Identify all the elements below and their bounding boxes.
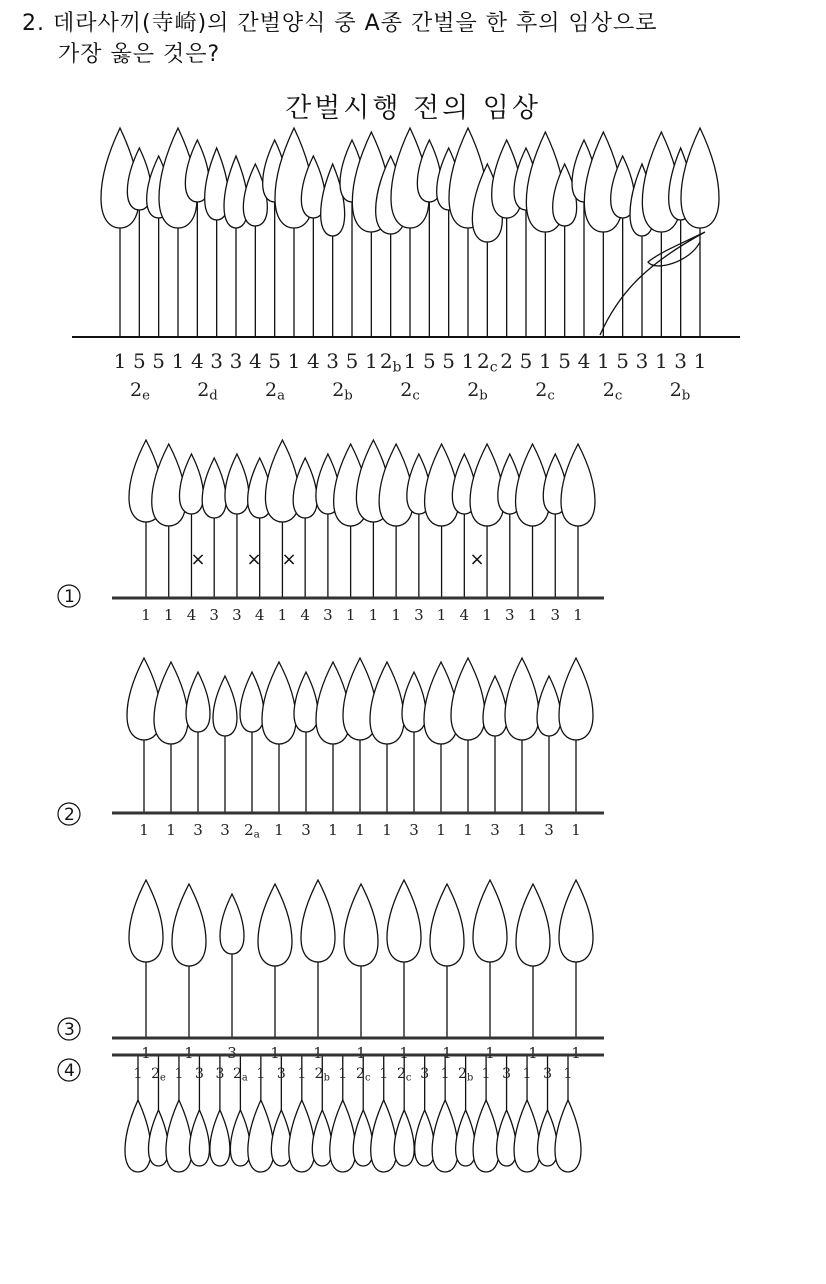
option-2-tree	[294, 672, 318, 813]
option-1-tree	[248, 458, 272, 598]
before-secondary-grade-label: 2b	[332, 379, 353, 404]
option-1-grade-label: 3	[232, 606, 242, 624]
option-3-tree	[258, 884, 292, 1038]
before-grade-label: 5	[132, 349, 146, 373]
before-grade-label: 5	[422, 349, 436, 373]
before-secondary-grade-label: 2c	[602, 379, 623, 404]
option-4-grade-label: 1	[522, 1066, 532, 1082]
option-1-grade-label: 3	[209, 606, 219, 624]
svg-text:4: 4	[64, 1061, 75, 1081]
option-2-grade-label: 3	[220, 821, 230, 839]
option-1-tree	[407, 454, 431, 598]
before-secondary-grade-label: 2b	[467, 379, 488, 404]
option-4-grade-label: 1	[297, 1066, 307, 1082]
before-secondary-grade-label: 2b	[669, 379, 691, 404]
before-tree	[243, 164, 267, 337]
option-1-grade-label: 4	[186, 606, 197, 624]
before-tree	[159, 128, 197, 337]
before-secondary-grade-label: 2c	[400, 379, 420, 404]
choice-marker-2[interactable]	[56, 801, 82, 827]
before-tree	[391, 128, 429, 337]
option-2-grade-label: 1	[274, 821, 284, 839]
option-2-grade-label: 1	[166, 821, 176, 839]
before-grade-label: 1	[113, 349, 127, 373]
option-4-grade-label: 2b	[314, 1066, 330, 1084]
option-2-grade-label: 1	[355, 821, 365, 839]
option-3-tree	[220, 894, 244, 1038]
before-grade-label: 1	[171, 349, 185, 373]
option-1-grade-label: 1	[527, 606, 538, 624]
option-2-tree	[262, 662, 296, 813]
option-2-tree	[483, 676, 507, 813]
option-2-grade-label: 3	[409, 821, 419, 839]
option-1-grade-label: 4	[254, 606, 265, 624]
option-1-grade-label: 4	[459, 606, 470, 624]
option-1-grade-label: 1	[436, 606, 447, 624]
before-tree	[449, 128, 487, 337]
option-4-tree	[497, 1055, 517, 1166]
before-grade-label: 5	[616, 349, 630, 373]
option-1-tree	[356, 440, 390, 598]
option-3-grade-label: 3	[227, 1044, 237, 1062]
option-1-grade-label: 1	[163, 606, 174, 624]
before-tree	[669, 148, 693, 337]
before-grade-label: 1	[287, 349, 301, 373]
before-grade-label: 5	[558, 349, 572, 373]
option-2-tree	[240, 672, 264, 813]
option-2-grade-label: 1	[517, 821, 527, 839]
option-4-tree	[230, 1055, 250, 1166]
option-4-grade-label: 3	[543, 1066, 552, 1082]
option-3-grade-label: 1	[442, 1044, 452, 1062]
option-4-tree	[210, 1055, 230, 1166]
before-grade-label: 1	[403, 349, 417, 373]
before-tree	[352, 132, 390, 337]
option-1-tree	[561, 444, 595, 598]
option-1-tree	[516, 444, 550, 598]
option-1-tree	[293, 458, 317, 598]
option-2-tree	[559, 658, 593, 813]
option-1-grade-label: 1	[345, 606, 356, 624]
before-tree	[572, 140, 596, 337]
option-4-grade-label: 1	[379, 1066, 389, 1082]
before-grade-label: 3	[635, 349, 649, 373]
before-grade-label: 2	[500, 349, 514, 373]
option-4-tree	[555, 1055, 581, 1172]
before-tree	[584, 132, 622, 337]
option-4-tree	[189, 1055, 209, 1166]
before-tree	[147, 156, 171, 337]
before-grade-label: 5	[519, 349, 533, 373]
option-4-grade-label: 1	[133, 1066, 143, 1082]
option-2-grade-label: 1	[436, 821, 446, 839]
cut-mark: ×	[190, 549, 206, 570]
before-secondary-grade-label: 2c	[535, 379, 555, 404]
climbing-vine	[600, 232, 705, 335]
before-tree	[526, 132, 564, 337]
option-2-tree	[370, 662, 404, 813]
option-3-tree	[516, 884, 550, 1038]
option-3-tree	[172, 884, 206, 1038]
option-2-tree	[343, 658, 377, 813]
option-4-grade-label: 2b	[458, 1066, 474, 1084]
before-tree	[185, 140, 209, 337]
option-1-tree	[498, 454, 522, 598]
option-2-tree	[451, 658, 485, 813]
cut-mark: ×	[281, 549, 297, 570]
option-2-tree	[537, 676, 561, 813]
option-1-grade-label: 1	[573, 606, 583, 624]
before-grade-label: 5	[268, 349, 282, 373]
option-3-tree	[387, 880, 421, 1038]
option-3-tree	[129, 880, 163, 1038]
option-4-grade-label: 2c	[356, 1066, 371, 1084]
option-4-grade-label: 2a	[232, 1066, 248, 1084]
option-3-tree	[344, 884, 378, 1038]
option-2-grade-label: 3	[193, 821, 203, 839]
before-tree	[321, 164, 345, 337]
before-tree	[376, 156, 406, 337]
option-1-tree	[202, 458, 226, 598]
before-tree	[437, 148, 461, 337]
option-4-tree	[289, 1055, 315, 1172]
before-grade-label: 4	[190, 349, 204, 373]
option-2-tree	[127, 658, 161, 813]
before-grade-label: 2b	[379, 349, 402, 376]
option-4-grade-label: 2c	[396, 1066, 412, 1084]
before-grade-label: 3	[229, 349, 243, 373]
option-4-grade-label: 3	[420, 1066, 430, 1082]
option-2-grade-label: 2a	[244, 821, 260, 841]
option-4-tree	[415, 1055, 435, 1166]
before-tree	[127, 148, 151, 337]
option-1-tree	[334, 444, 368, 598]
option-4-grade-label: 3	[502, 1066, 512, 1082]
before-tree	[630, 164, 654, 337]
option-2-grade-label: 1	[571, 821, 581, 839]
option-1-tree	[152, 444, 186, 598]
option-2-tree	[213, 676, 237, 813]
option-3-tree	[430, 884, 464, 1038]
before-grade-label: 3	[326, 349, 340, 373]
option-1-grade-label: 3	[550, 606, 561, 624]
option-1-tree	[265, 440, 299, 598]
option-4-tree	[271, 1055, 291, 1166]
before-grade-label: 4	[577, 349, 591, 373]
option-4-grade-label: 1	[563, 1066, 573, 1082]
question-text	[22, 8, 812, 70]
option-2-tree	[186, 672, 210, 813]
option-4-grade-label: 1	[256, 1066, 266, 1082]
option-4-grade-label: 1	[440, 1066, 450, 1082]
option-3-grade-label: 1	[528, 1044, 538, 1062]
option-2-tree	[154, 662, 188, 813]
before-tree	[275, 128, 313, 337]
before-grade-label: 4	[306, 349, 320, 373]
option-4-tree	[394, 1055, 414, 1166]
diagram-title: 간벌시행 전의 임상	[285, 93, 541, 124]
option-1-grade-label: 1	[482, 606, 492, 624]
option-1-tree	[316, 454, 340, 598]
question-line-1: 2. 데라사끼(寺崎)의 간벌양식 중 A종 간벌을 한 후의 임상으로	[22, 11, 658, 36]
before-tree	[205, 148, 229, 337]
option-3-grade-label: 1	[141, 1044, 151, 1062]
option-1-grade-label: 3	[323, 606, 333, 624]
before-grade-label: 2c	[477, 349, 498, 376]
option-4-grade-label: 2e	[151, 1066, 166, 1084]
before-tree	[263, 140, 287, 337]
option-3-grade-label: 1	[399, 1044, 409, 1062]
svg-text:1: 1	[64, 587, 75, 607]
option-2-tree	[402, 672, 426, 813]
option-4-tree	[166, 1055, 192, 1172]
before-tree	[492, 140, 522, 337]
before-tree	[301, 156, 325, 337]
question-line-2: 가장 옳은 것은?	[58, 42, 221, 67]
option-3-tree	[301, 880, 335, 1038]
before-tree	[681, 128, 719, 337]
option-4-tree	[125, 1055, 151, 1172]
svg-text:2: 2	[64, 805, 75, 825]
before-grade-label: 3	[210, 349, 224, 373]
option-2-grade-label: 3	[490, 821, 500, 839]
option-1-tree	[225, 454, 249, 598]
option-4-tree	[330, 1055, 356, 1172]
option-3-tree	[559, 880, 593, 1038]
before-grade-label: 1	[654, 349, 668, 373]
before-grade-label: 1	[461, 349, 475, 373]
before-secondary-grade-label: 2e	[130, 379, 150, 404]
option-4-tree	[248, 1055, 274, 1172]
before-grade-label: 1	[364, 349, 378, 373]
before-tree	[340, 140, 364, 337]
cut-mark: ×	[246, 549, 262, 570]
before-tree	[101, 128, 139, 337]
before-grade-label: 3	[674, 349, 688, 373]
option-4-tree	[312, 1055, 332, 1166]
option-1-tree	[425, 444, 459, 598]
option-2-grade-label: 1	[382, 821, 392, 839]
choice-marker-3[interactable]	[56, 1016, 82, 1042]
option-1-tree	[543, 454, 567, 598]
option-1-tree	[470, 444, 504, 598]
before-tree	[611, 156, 635, 337]
option-1-grade-label: 3	[414, 606, 424, 624]
option-4-grade-label: 3	[276, 1066, 286, 1082]
option-4-tree	[473, 1055, 499, 1172]
choice-marker-1[interactable]	[56, 583, 82, 609]
option-1-grade-label: 4	[300, 606, 310, 624]
option-3-grade-label: 1	[356, 1044, 366, 1062]
option-4-tree	[514, 1055, 540, 1172]
option-4-grade-label: 3	[194, 1066, 204, 1082]
before-tree	[642, 132, 680, 337]
option-4-tree	[148, 1055, 168, 1166]
before-tree	[553, 164, 577, 337]
before-grade-label: 5	[442, 349, 456, 373]
option-2-grade-label: 3	[301, 821, 311, 839]
option-2-tree	[316, 662, 350, 813]
before-tree	[417, 140, 441, 337]
before-grade-label: 1	[596, 349, 610, 373]
before-tree	[224, 156, 248, 337]
before-tree	[472, 164, 502, 337]
option-4-grade-label: 1	[481, 1066, 491, 1082]
option-4-tree	[456, 1055, 476, 1166]
option-2-grade-label: 1	[463, 821, 473, 839]
option-3-grade-label: 1	[485, 1044, 495, 1062]
before-grade-label: 5	[152, 349, 166, 373]
option-1-grade-label: 1	[368, 606, 379, 624]
option-4-grade-label: 3	[215, 1066, 225, 1082]
option-4-tree	[353, 1055, 373, 1166]
option-1-tree	[179, 454, 206, 598]
before-grade-label: 1	[538, 349, 552, 373]
before-grade-label: 1	[693, 349, 707, 373]
before-secondary-grade-label: 2a	[264, 379, 286, 404]
option-4-grade-label: 1	[338, 1066, 348, 1082]
option-2-tree	[505, 658, 539, 813]
option-3-tree	[473, 880, 507, 1038]
option-3-grade-label: 1	[184, 1044, 194, 1062]
before-grade-label: 4	[248, 349, 262, 373]
option-1-tree	[379, 444, 413, 598]
option-3-grade-label: 1	[270, 1044, 280, 1062]
option-1-grade-label: 1	[141, 606, 151, 624]
svg-text:3: 3	[64, 1020, 75, 1040]
option-1-grade-label: 3	[505, 606, 515, 624]
option-2-grade-label: 1	[328, 821, 338, 839]
option-3-grade-label: 1	[313, 1044, 323, 1062]
option-2-grade-label: 1	[139, 821, 149, 839]
option-3-grade-label: 1	[571, 1044, 581, 1062]
before-tree	[514, 148, 538, 337]
option-4-tree	[371, 1055, 397, 1172]
option-4-tree	[432, 1055, 458, 1172]
cut-mark: ×	[469, 549, 485, 570]
option-1-grade-label: 1	[277, 606, 288, 624]
before-grade-label: 5	[345, 349, 359, 373]
option-4-grade-label: 1	[174, 1066, 184, 1082]
choice-marker-4[interactable]	[56, 1057, 82, 1083]
option-1-grade-label: 1	[391, 606, 401, 624]
option-1-tree	[129, 440, 163, 598]
option-2-grade-label: 3	[544, 821, 554, 839]
option-1-tree	[452, 454, 476, 598]
option-4-tree	[538, 1055, 558, 1166]
before-secondary-grade-label: 2d	[197, 379, 218, 404]
option-2-tree	[424, 662, 458, 813]
